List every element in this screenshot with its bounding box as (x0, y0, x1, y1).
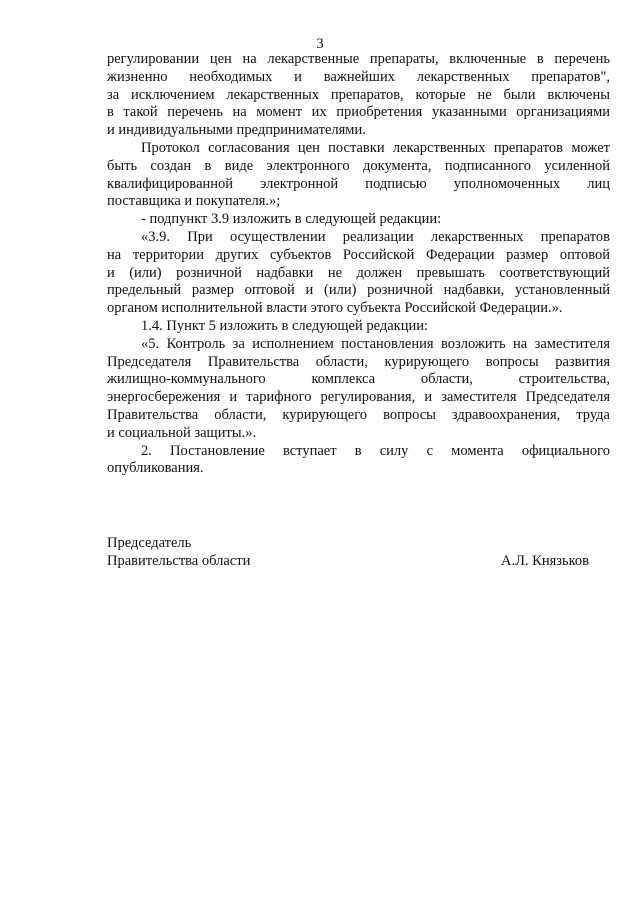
paragraph (107, 336, 610, 443)
spacer (107, 478, 610, 535)
text-line: органом исполнительной власти этого субъекта Российской Федерации.». (107, 300, 563, 317)
text-line: - подпункт 3.9 изложить в следующей редакции: (141, 211, 442, 228)
text-line: Протокол согласования цен поставки лекарственных препаратов может (141, 139, 610, 156)
text-line: «3.9. При осуществлении реализации лекарственных препаратов (141, 228, 610, 245)
paragraphs (107, 51, 610, 478)
text-line: на территории других субъектов Российской Федерации размер оптовой (107, 246, 610, 263)
text-line: и индивидуальными предпринимателями. (107, 122, 366, 139)
text-line: и (или) розничной надбавки не должен превышать соответствующий (107, 264, 610, 281)
text-line: регулировании цен на лекарственные препараты, включенные в перечень (107, 51, 610, 67)
paragraph (107, 140, 610, 211)
paragraph (107, 51, 610, 140)
text-line: 2. Постановление вступает в силу с момента официального (141, 442, 610, 459)
page-number: 3 (316, 36, 324, 52)
text-line: предельный размер оптовой и (или) розничной надбавки, установленный (107, 282, 610, 299)
text-line: за исключением лекарственных препаратов, которые не были включены (107, 86, 610, 103)
signature-row (107, 553, 610, 571)
signatory-name: А.Л. Князьков (500, 552, 589, 569)
text-line: Правительства области, курирующего вопросы здравоохранения, труда (107, 406, 610, 423)
text-line: жилищно-коммунального комплекса области, строительства, (107, 371, 610, 388)
text-line: жизненно необходимых и важнейших лекарственных препаратов", (107, 68, 610, 85)
text-line: в такой перечень на момент их приобретения указанными организациями (107, 104, 610, 121)
text-line: энергосбережения и тарифного регулирования, и заместителя Председателя (107, 389, 610, 406)
document-body (107, 51, 610, 571)
text-line: поставщика и покупателя.»; (107, 193, 281, 210)
text-line: опубликования. (107, 460, 204, 477)
text-line: быть создан в виде электронного документа, подписанного усиленной (107, 157, 610, 174)
text-line: Председателя Правительства области, курирующего вопросы развития (107, 353, 610, 370)
text-line: 1.4. Пункт 5 изложить в следующей редакции: (141, 317, 429, 334)
signature-block (107, 535, 610, 571)
paragraph (107, 211, 610, 229)
text-line: и социальной защиты.». (107, 424, 257, 441)
paragraph (107, 229, 610, 336)
text-line: «5. Контроль за исполнением постановления возложить на заместителя (141, 335, 610, 352)
text-line: квалифицированной электронной подписью уполномоченных лиц (107, 175, 610, 192)
signature-title-line2: Правительства области (107, 552, 251, 569)
signature-title-line1: Председатель (107, 535, 192, 552)
paragraph (107, 443, 610, 479)
